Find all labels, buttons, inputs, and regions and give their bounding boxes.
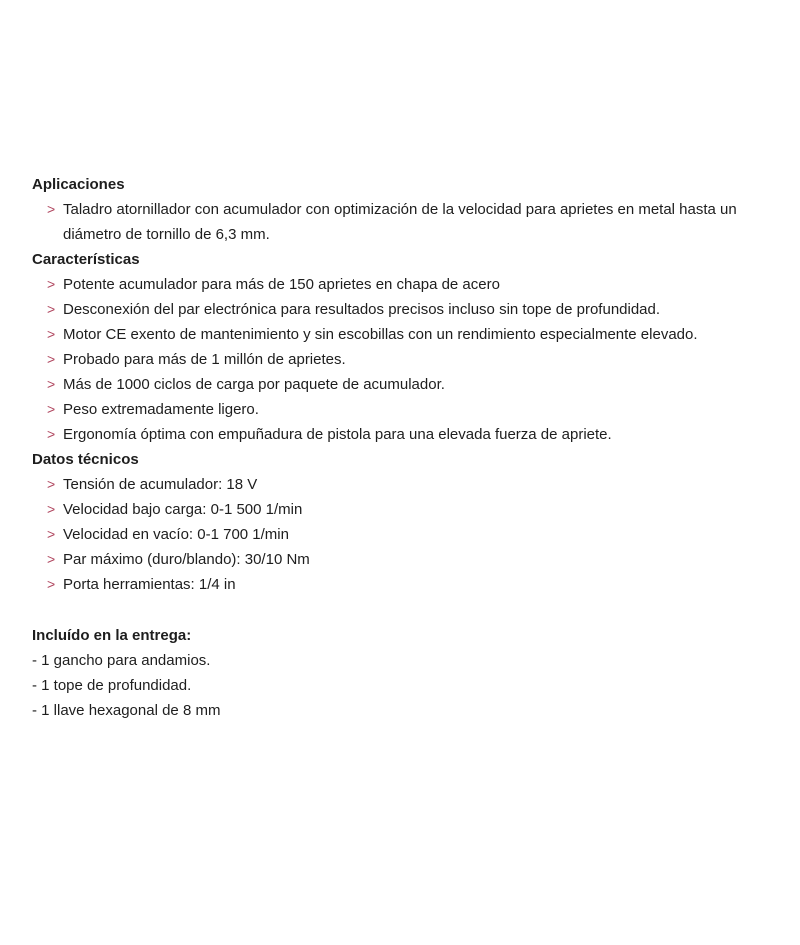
- list-item: [32, 572, 782, 597]
- list-item: [32, 472, 782, 497]
- chevron-right-icon: >: [47, 376, 56, 392]
- delivery-item: - 1 tope de profundidad.: [32, 677, 192, 694]
- item-text: Velocidad bajo carga: 0-1 500 1/min: [63, 501, 303, 518]
- list-item: [32, 272, 782, 297]
- chevron-right-icon: >: [47, 576, 56, 592]
- chevron-right-icon: >: [47, 526, 56, 542]
- item-text: Porta herramientas: 1/4 in: [63, 576, 236, 593]
- list-item: [32, 197, 763, 247]
- item-text: Peso extremadamente ligero.: [63, 401, 259, 418]
- delivery-item: - 1 gancho para andamios.: [32, 652, 211, 669]
- item-text: Desconexión del par electrónica para resultados precisos incluso sin tope de profundidad.: [63, 301, 661, 318]
- section-delivery: [32, 623, 782, 723]
- chevron-right-icon: >: [47, 401, 56, 417]
- item-text: Potente acumulador para más de 150 aprietes en chapa de acero: [63, 276, 500, 293]
- list-item: [32, 322, 782, 347]
- item-text: Más de 1000 ciclos de carga por paquete de acumulador.: [63, 376, 445, 393]
- list-item: [32, 522, 782, 547]
- section-heading: Aplicaciones: [32, 176, 125, 193]
- list-item: [32, 547, 782, 572]
- chevron-right-icon: >: [47, 501, 56, 517]
- list-item: [32, 497, 782, 522]
- chevron-right-icon: >: [47, 551, 56, 567]
- section-datos-tecnicos: [32, 447, 782, 597]
- section-aplicaciones: [32, 172, 782, 247]
- section-heading: Características: [32, 251, 140, 268]
- item-text: Motor CE exento de mantenimiento y sin escobillas con un rendimiento especialmente elevado.: [63, 326, 698, 343]
- item-text: Tensión de acumulador: 18 V: [63, 476, 258, 493]
- item-text: Probado para más de 1 millón de aprietes.: [63, 351, 346, 368]
- chevron-right-icon: >: [47, 326, 56, 342]
- section-spacer: [32, 597, 782, 623]
- item-text: Taladro atornillador con acumulador con optimización de la velocidad para aprietes en metal hasta un diámetro de tornillo de 6,3 mm.: [63, 201, 737, 243]
- list-item: [32, 297, 782, 322]
- chevron-right-icon: >: [47, 301, 56, 317]
- list-item: [32, 422, 782, 447]
- item-text: Ergonomía óptima con empuñadura de pistola para una elevada fuerza de apriete.: [63, 426, 612, 443]
- list-item: [32, 397, 782, 422]
- chevron-right-icon: >: [47, 351, 56, 367]
- product-description: [32, 172, 782, 723]
- chevron-right-icon: >: [47, 276, 56, 292]
- chevron-right-icon: >: [47, 201, 56, 217]
- chevron-right-icon: >: [47, 426, 56, 442]
- item-text: Par máximo (duro/blando): 30/10 Nm: [63, 551, 310, 568]
- list-item: [32, 372, 782, 397]
- section-heading: Datos técnicos: [32, 451, 139, 468]
- section-heading: Incluído en la entrega:: [32, 627, 192, 644]
- delivery-item: - 1 llave hexagonal de 8 mm: [32, 702, 221, 719]
- list-item: [32, 347, 782, 372]
- item-text: Velocidad en vacío: 0-1 700 1/min: [63, 526, 289, 543]
- section-caracteristicas: [32, 247, 782, 447]
- chevron-right-icon: >: [47, 476, 56, 492]
